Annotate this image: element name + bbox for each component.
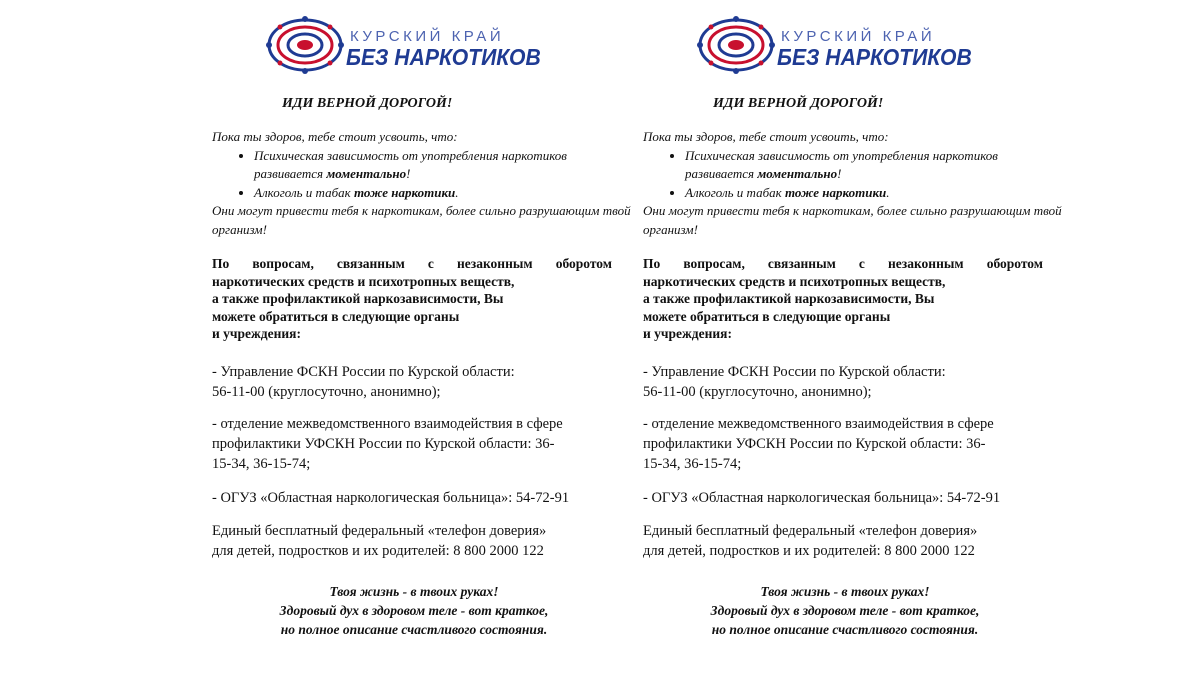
contact-fskn: [212, 362, 632, 402]
contact-line: для детей, подростков и их родителей: 8 800 2000 122: [643, 543, 975, 559]
bullet-item: [254, 147, 632, 184]
contact-line: 15-34, 36-15-74;: [212, 456, 311, 472]
contact-line: - ОГУЗ «Областная наркологическая больница»: 54-72-91: [643, 490, 1001, 506]
contact-line: профилактики УФСКН России по Курской области: 36-: [643, 436, 986, 452]
bold-line: наркотических средств и психотропных веществ,: [212, 273, 515, 289]
contact-line: профилактики УФСКН России по Курской области: 36-: [212, 436, 555, 452]
bold-line: По вопросам, связанным с незаконным оборотом: [643, 256, 1043, 271]
contact-intro: [212, 255, 612, 343]
contact-line: 56-11-00 (круглосуточно, анонимно);: [212, 384, 441, 400]
bullet-end: .: [886, 184, 890, 200]
bullet-bold: тоже наркотики: [784, 184, 887, 200]
contact-line: 56-11-00 (круглосуточно, анонимно);: [643, 384, 872, 400]
bullet-bold: моментально: [326, 166, 407, 181]
bullet-end: !: [406, 166, 411, 181]
bold-line: а также профилактикой наркозависимости, Вы: [643, 291, 935, 306]
contact-line: Единый бесплатный федеральный «телефон доверия»: [212, 523, 547, 539]
contact-line: 15-34, 36-15-74;: [643, 456, 742, 472]
contact-intro: [643, 255, 1043, 343]
slogan-line: Твоя жизнь - в твоих руках!: [329, 584, 499, 599]
leaflet-heading: ИДИ ВЕРНОЙ ДОРОГОЙ!: [713, 96, 884, 111]
intro-block: [212, 128, 632, 239]
intro-block: [643, 128, 1063, 239]
contact-hospital: [212, 488, 632, 508]
bullet-bold: моментально: [757, 166, 838, 181]
contact-hospital: [643, 488, 1063, 508]
slogan-line: Твоя жизнь - в твоих руках!: [760, 584, 930, 599]
contact-line: - Управление ФСКН России по Курской области:: [643, 364, 946, 380]
leaflet-right: [643, 0, 1063, 675]
contact-line: - отделение межведомственного взаимодействия в сфере: [212, 416, 563, 432]
bullet-item: [685, 184, 1063, 203]
intro-text: Пока ты здоров, тебе стоит усвоить, что:: [643, 129, 889, 144]
bullet-item: [685, 147, 1063, 184]
bullet-list: [643, 147, 1063, 203]
contact-department: [212, 414, 632, 474]
logo-line1: КУРСКИЙ КРАЙ: [350, 28, 505, 45]
bullet-text: Алкоголь и табак: [254, 184, 354, 200]
footer-slogan: [643, 582, 1047, 639]
slogan-line: Здоровый дух в здоровом теле - вот краткое,: [710, 603, 980, 618]
contact-line: Единый бесплатный федеральный «телефон доверия»: [643, 523, 978, 539]
bold-line: наркотических средств и психотропных веществ,: [643, 273, 946, 289]
contact-fskn: [643, 362, 1063, 402]
bold-line: и учреждения:: [643, 326, 732, 341]
slogan-line: Здоровый дух в здоровом теле - вот краткое,: [279, 603, 549, 618]
contact-line: для детей, подростков и их родителей: 8 800 2000 122: [212, 543, 544, 559]
contact-line: - ОГУЗ «Областная наркологическая больница»: 54-72-91: [212, 490, 570, 506]
logo-line1: КУРСКИЙ КРАЙ: [781, 28, 936, 45]
bullet-end: .: [455, 184, 459, 200]
contact-line: - отделение межведомственного взаимодействия в сфере: [643, 416, 994, 432]
bold-line: а также профилактикой наркозависимости, Вы: [212, 291, 504, 306]
bold-line: По вопросам, связанным с незаконным оборотом: [212, 256, 612, 271]
bullet-text: Психическая зависимость от употребления наркотиков развивается: [254, 147, 567, 181]
bullet-bold: тоже наркотики: [353, 184, 456, 200]
logo-line2: БЕЗ НАРКОТИКОВ: [346, 44, 541, 70]
bullet-list: [212, 147, 632, 203]
outro-text: Они могут привести тебя к наркотикам, более сильно разрушающим твой организм!: [212, 203, 631, 237]
contact-hotline: [643, 521, 1063, 561]
contact-line: - Управление ФСКН России по Курской области:: [212, 364, 515, 380]
leaflet-left: [212, 0, 632, 675]
slogan-line: но полное описание счастливого состояния.: [280, 622, 548, 637]
bold-line: можете обратиться в следующие органы: [643, 308, 891, 324]
bold-line: и учреждения:: [212, 326, 301, 341]
leaflet-heading: ИДИ ВЕРНОЙ ДОРОГОЙ!: [282, 96, 453, 111]
bold-line: можете обратиться в следующие органы: [212, 308, 460, 324]
intro-text: Пока ты здоров, тебе стоит усвоить, что:: [212, 129, 458, 144]
ornament-logo-icon: [266, 16, 344, 74]
bullet-text: Психическая зависимость от употребления наркотиков развивается: [685, 147, 998, 181]
outro-text: Они могут привести тебя к наркотикам, более сильно разрушающим твой организм!: [643, 203, 1062, 237]
logo: [697, 16, 997, 76]
logo-line2: БЕЗ НАРКОТИКОВ: [777, 44, 972, 70]
footer-slogan: [212, 582, 616, 639]
ornament-logo-icon: [697, 16, 775, 74]
bullet-end: !: [837, 166, 842, 181]
logo: [266, 16, 566, 76]
contact-hotline: [212, 521, 632, 561]
bullet-item: [254, 184, 632, 203]
bullet-text: Алкоголь и табак: [685, 184, 785, 200]
slogan-line: но полное описание счастливого состояния.: [711, 622, 979, 637]
contact-department: [643, 414, 1063, 474]
